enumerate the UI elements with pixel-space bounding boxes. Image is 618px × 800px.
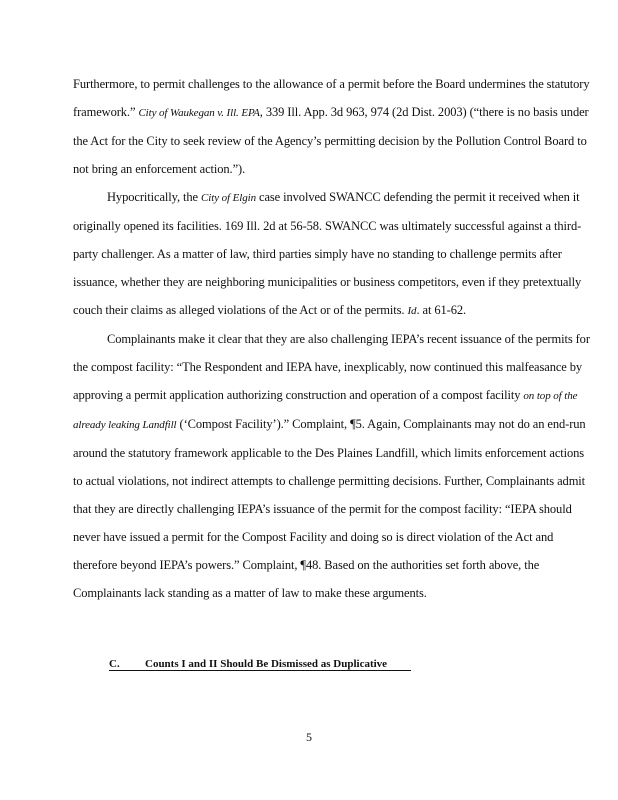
paragraph-2-text-a: Hypocritically, the [107,190,202,204]
paragraph-elgin [73,183,595,325]
paragraph-3-text-b: (‘Compost Facility’).” Complaint, ¶5. Again, Complainants may not do an end-run around the statutory framework applicable to the Des Plaines Landfill, which limits enforcement actions to actual violations, not indirect attempts to challenge permitting decisions. Further, Complainants admit that they are directly challenging IEPA’s issuance of the permit for the compost facility: “IEPA should never have issued a permit for the Compost Facility and doing so is direct violation of the Act and therefore beyond IEPA’s powers.” Complaint, ¶48. Based on the authorities set forth above, the Complainants lack standing as a matter of law to make these arguments. [73,417,586,600]
page-number: 5 [306,730,312,744]
section-number: C. [109,658,120,670]
case-citation-elgin: City of Elgin [201,192,256,204]
paragraph-3-text-a: Complainants make it clear that they are also challenging IEPA’s recent issuance of the permits for the compost facility: “The Respondent and IEPA have, inexplicably, now continued this malfeasance by approving a permit application authorizing construction and operation of a compost facility [73,332,590,402]
quote-emphasis-landfill: on top of the already leaking Landfill [73,390,578,431]
section-heading [109,650,411,671]
paragraph-2-text-b: case involved SWANCC defending the permit it received when it originally opened its facilities. 169 Ill. 2d at 56-58. SWANCC was ultimately successful against a third-party challenger. As a matter of law, third parties simply have no standing to challenge permits after issuance, whether they are neighboring municipalities or business competitors, even if they pretextually couch their claims as alleged violations of the Act or of the permits. [73,190,582,317]
section-title: Counts I and II Should Be Dismissed as Duplicative [145,658,388,670]
paragraph-compost [73,325,595,607]
paragraph-1-text-b: , 339 Ill. App. 3d 963, 974 (2d Dist. 2003) (“there is no basis under the Act for the City to seek review of the Agency’s permitting decision by the Pollution Control Board to not bring an enforcement action.”). [73,105,589,176]
paragraph-1-text-a: Furthermore, to permit challenges to the allowance of a permit before the Board undermines the statutory framework.” [73,77,590,119]
citation-id: Id [407,305,417,317]
case-citation-waukegan: City of Waukegan v. Ill. EPA [138,107,260,119]
body-text [73,70,595,607]
paragraph-2-text-c: . at 61-62. [416,303,467,317]
paragraph-waukegan [73,70,595,183]
